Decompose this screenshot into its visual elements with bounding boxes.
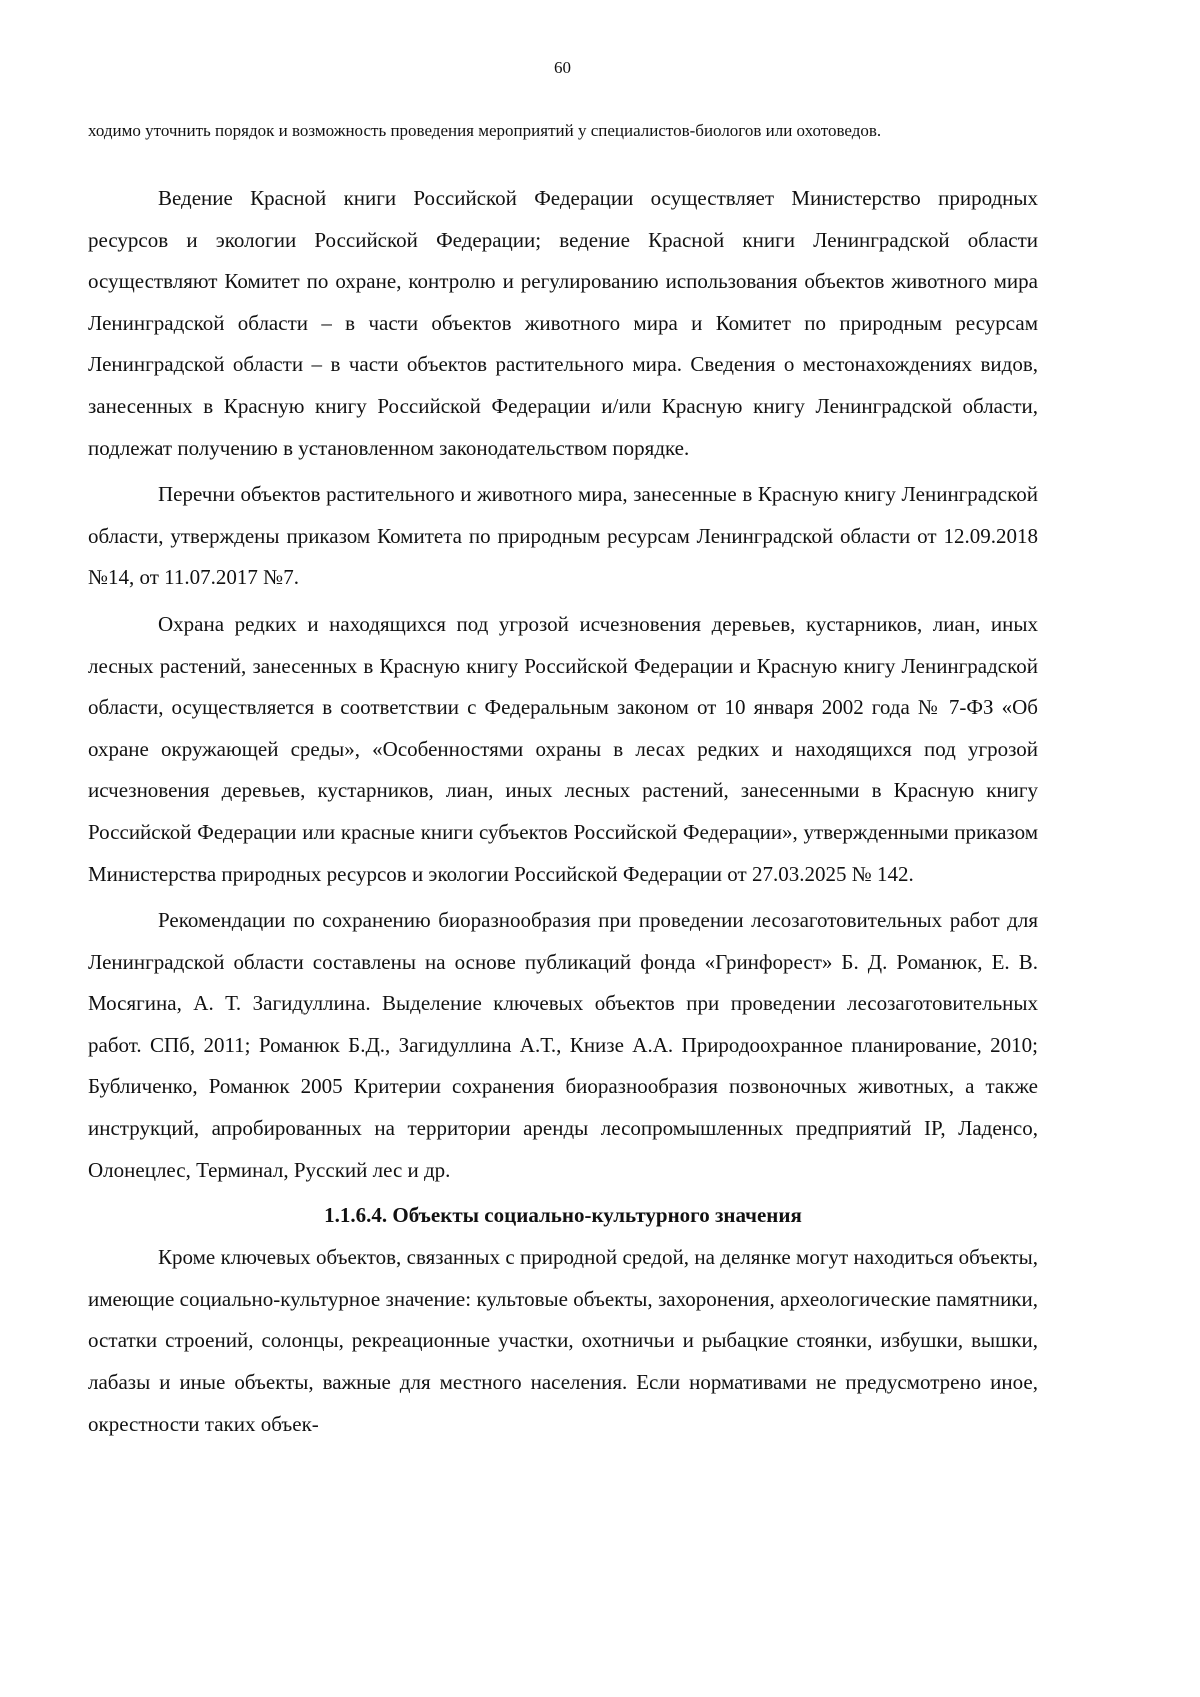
paragraph-plant-protection: Охрана редких и находящихся под угрозой исчезновения деревьев, кустарников, лиан, иных лесных растений, занесенных в Красную книгу Российской Федерации и Красную книгу Ленинградской области, осуществляется в соответствии с Федеральным законом от 10 января 2002 года № 7-ФЗ «Об охране окружающей среды», «Особенностями охраны в лесах редких и находящихся под угрозой исчезновения деревьев, кустарников, лиан, иных лесных растений, занесенными в Красную книгу Российской Федерации или красные книги субъектов Российской Федерации», утвержденными приказом Министерства природных ресурсов и экологии Российской Федерации от 27.03.2025 № 142.: [88, 611, 1038, 886]
continued-paragraph: ходимо уточнить порядок и возможность проведения мероприятий у специалистов-биологов или охотоведов.: [88, 121, 882, 140]
paragraph-species-lists: Перечни объектов растительного и животного мира, занесенные в Красную книгу Ленинградской области, утверждены приказом Комитета по природным ресурсам Ленинградской области от 12.09.2018 №14, от 11.07.2017 №7.: [88, 482, 1038, 590]
paragraph-social-cultural-objects: Кроме ключевых объектов, связанных с природной средой, на делянке могут находиться объекты, имеющие социально-культурное значение: культовые объекты, захоронения, археологические памятники, остатки строений, солонцы, рекреационные участки, охотничьи и рыбацкие стоянки, избушки, вышки, лабазы и иные объекты, важные для местного населения. Если нормативами не предусмотрено иное, окрестности таких объек-: [88, 1245, 1038, 1436]
section-heading: 1.1.6.4. Объекты социально-культурного значения: [324, 1203, 802, 1228]
page-number: 60: [554, 58, 571, 77]
paragraph-biodiversity-recommendations: Рекомендации по сохранению биоразнообразия при проведении лесозаготовительных работ для Ленинградской области составлены на основе публикаций фонда «Гринфорест» Б. Д. Романюк, Е. В. Мосягина, А. Т. Загидуллина. Выделение ключевых объектов при проведении лесозаготовительных работ. СПб, 2011; Романюк Б.Д., Загидуллина А.Т., Книзе А.А. Природоохранное планирование, 2010; Бубличенко, Романюк 2005 Критерии сохранения биоразнообразия позвоночных животных, а также инструкций, апробированных на территории аренды лесопромышленных предприятий IP, Ладенсо, Олонецлес, Терминал, Русский лес и др.: [88, 908, 1038, 1182]
paragraph-red-book-management: Ведение Красной книги Российской Федерации осуществляет Министерство природных ресурсов и экологии Российской Федерации; ведение Красной книги Ленинградской области осуществляют Комитет по охране, контролю и регулированию использования объектов животного мира Ленинградской области – в части объектов животного мира и Комитет по природным ресурсам Ленинградской области – в части объектов растительного мира. Сведения о местонахождениях видов, занесенных в Красную книгу Российской Федерации и/или Красную книгу Ленинградской области, подлежат получению в установленном законодательством порядке.: [88, 186, 1038, 460]
body-text: [88, 178, 1038, 1445]
